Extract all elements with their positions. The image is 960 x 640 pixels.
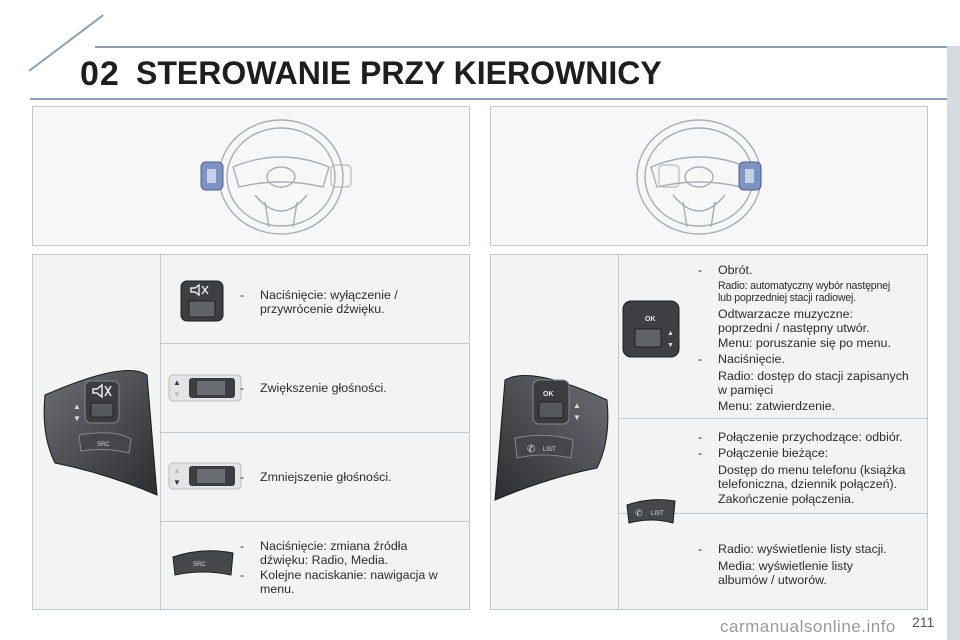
down-arrow-icon: ▼ bbox=[667, 342, 674, 349]
row-divider bbox=[160, 343, 470, 344]
rotate-music-note: Odtwarzacze muzyczne: poprzedni / następny utwór. bbox=[718, 307, 870, 335]
header-bottom-rule bbox=[30, 98, 947, 100]
ok-button-label: OK bbox=[645, 316, 656, 323]
left-control-pod-illustration bbox=[35, 355, 159, 505]
rotate-menu-note: Menu: poruszanie się po menu. bbox=[718, 336, 891, 350]
press-radio-note: Radio: dostęp do stacji zapisanych w pamięci bbox=[718, 369, 909, 397]
right-margin-bar bbox=[947, 46, 960, 640]
list-button-label: LIST bbox=[543, 447, 556, 453]
volume-down-arrow-icon: ▼ bbox=[173, 390, 181, 399]
up-arrow-icon: ▲ bbox=[667, 330, 674, 337]
phone-icon: ✆ bbox=[635, 508, 643, 518]
steering-wheel-left-panel bbox=[32, 106, 470, 246]
press-menu-note: Menu: zatwierdzenie. bbox=[718, 399, 836, 413]
row-divider bbox=[160, 432, 470, 433]
volume-up-arrow-icon: ▲ bbox=[73, 402, 81, 411]
column-divider bbox=[618, 255, 619, 609]
steering-wheel-icon bbox=[219, 120, 343, 234]
volume-up-arrow-icon: ▲ bbox=[173, 466, 181, 475]
chapter-number: 02 bbox=[80, 55, 120, 93]
steering-wheel-right-illustration bbox=[491, 107, 927, 245]
volume-up-button-illustration bbox=[167, 373, 247, 403]
page-number: 211 bbox=[912, 614, 935, 630]
volume-down-arrow-icon: ▼ bbox=[173, 478, 181, 487]
watermark: carmanualsonline.info bbox=[720, 617, 896, 636]
right-control-highlight bbox=[739, 162, 761, 190]
volume-down-arrow-icon: ▼ bbox=[73, 414, 81, 423]
up-arrow-icon: ▲ bbox=[573, 401, 581, 410]
rotate-radio-note: Radio: automatyczny wybór następnej lub poprzedniej stacji radiowej. bbox=[718, 280, 891, 304]
row-divider bbox=[160, 521, 470, 522]
header-top-rule bbox=[95, 46, 947, 48]
row-divider bbox=[618, 418, 928, 419]
page-title: STEROWANIE PRZY KIEROWNICY bbox=[136, 55, 662, 91]
ok-button-illustration bbox=[621, 295, 687, 361]
left-controls-table: ▲ ▼ SRC ▲ ▼ ▲ ▼ SRC - Naciśnięcie: wyłączenie / przywrócenie dźwięku. - Zwiększenie głośności. - Zmniejszenie głośności. - Naciśnięcie: zmiana źródła dźwięku: Radio, Media. - Kolejne naciskanie: nawigacja w menu. bbox=[32, 254, 470, 610]
left-control-highlight bbox=[201, 162, 223, 190]
phone-menu-note: Dostęp do menu telefonu (książka telefoniczna, dziennik połączeń). bbox=[718, 463, 906, 491]
src-button-label: SRC bbox=[97, 442, 110, 448]
mute-button-illustration bbox=[179, 279, 239, 323]
volume-up-arrow-icon: ▲ bbox=[173, 378, 181, 387]
list-button-label: LIST bbox=[651, 511, 664, 517]
right-controls-table: OK ▲ ▼ ✆ LIST OK ▲ ▼ ✆ LIST - Obrót. Radio: automatyczny wybór następnej lub poprzedniej stacji radiowej. Odtwarzacze muzyczne: poprzedni / następny utwór. Menu: poruszanie się po menu. - Naciśnięcie. Radio: dostęp do stacji zapisanych w pamięci Menu: zatwierdzenie. - Połączenie przychodzące: odbiór. - Połączenie bieżące: Dostęp do menu telefonu (książka telefoniczna, dziennik połączeń). Zakończenie połączenia. - Radio: wyświetlenie listy stacji. Media: wyświetlenie listy albumów / utworów. bbox=[490, 254, 928, 610]
phone-icon: ✆ bbox=[527, 444, 536, 455]
list-button-illustration bbox=[623, 495, 679, 529]
right-control-pod-illustration bbox=[491, 360, 617, 508]
src-button-illustration bbox=[169, 545, 239, 579]
volume-down-button-illustration bbox=[167, 461, 247, 491]
phone-end-note: Zakończenie połączenia. bbox=[718, 492, 855, 506]
list-media-note: Media: wyświetlenie listy albumów / utworów. bbox=[718, 559, 853, 587]
down-arrow-icon: ▼ bbox=[573, 413, 581, 422]
ok-button-label: OK bbox=[543, 391, 554, 398]
src-button-label: SRC bbox=[193, 562, 206, 568]
steering-wheel-left-illustration bbox=[33, 107, 469, 245]
steering-wheel-right-panel bbox=[490, 106, 928, 246]
